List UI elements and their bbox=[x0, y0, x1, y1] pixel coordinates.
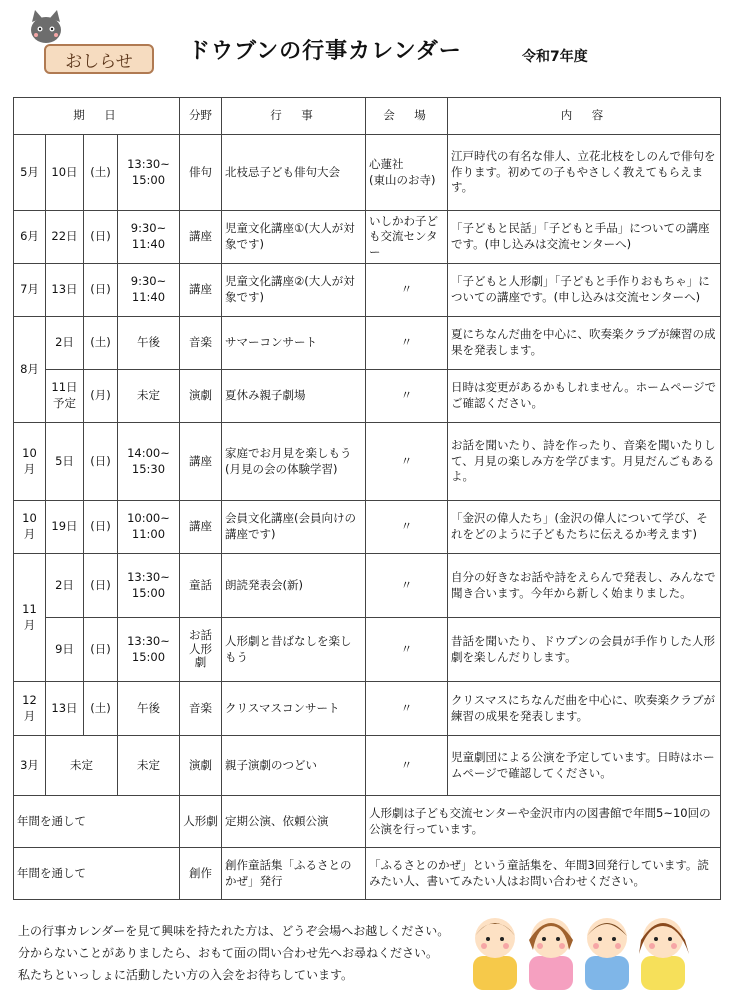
month-cell: 8月 bbox=[14, 317, 46, 423]
time-cell: 午後 bbox=[118, 317, 180, 370]
cat-icon bbox=[26, 8, 66, 46]
table-row bbox=[14, 618, 721, 682]
weekday-cell: (日) bbox=[84, 618, 118, 682]
table-row bbox=[14, 264, 721, 317]
weekday-cell: (日) bbox=[84, 211, 118, 264]
month-cell: 11月 bbox=[14, 554, 46, 682]
venue-cell: 〃 bbox=[366, 317, 448, 370]
field-cell: 音楽 bbox=[180, 682, 222, 736]
event-cell: サマーコンサート bbox=[222, 317, 366, 370]
table-row bbox=[14, 796, 721, 848]
day-cell: 19日 bbox=[46, 501, 84, 554]
content-cell: 「子どもと人形劇」「子どもと手作りおもちゃ」についての講座です。(申し込みは交流センターへ) bbox=[448, 264, 721, 317]
month-cell: 5月 bbox=[14, 135, 46, 211]
table-row bbox=[14, 554, 721, 618]
weekday-cell: (日) bbox=[84, 264, 118, 317]
table-row bbox=[14, 682, 721, 736]
weekday-cell: (土) bbox=[84, 135, 118, 211]
time-cell: 14:00~ 15:30 bbox=[118, 423, 180, 501]
venue-cell: 〃 bbox=[366, 423, 448, 501]
content-cell: 「金沢の偉人たち」(金沢の偉人について学び、それをどのように子どもたちに伝えるか考えます) bbox=[448, 501, 721, 554]
period-cell: 年間を通して bbox=[14, 848, 180, 900]
time-cell: 9:30~ 11:40 bbox=[118, 211, 180, 264]
event-cell: 親子演劇のつどい bbox=[222, 736, 366, 796]
venue-cell: 〃 bbox=[366, 618, 448, 682]
venue-cell: 心蓮社 (東山のお寺) bbox=[366, 135, 448, 211]
weekday-cell: (日) bbox=[84, 501, 118, 554]
day-cell: 未定 bbox=[46, 736, 118, 796]
time-cell: 9:30~ 11:40 bbox=[118, 264, 180, 317]
field-cell: 人形劇 bbox=[180, 796, 222, 848]
day-cell: 9日 bbox=[46, 618, 84, 682]
day-cell: 13日 bbox=[46, 682, 84, 736]
event-cell: 会員文化講座(会員向けの講座です) bbox=[222, 501, 366, 554]
month-cell: 10月 bbox=[14, 423, 46, 501]
header-content: 内 容 bbox=[448, 98, 721, 135]
event-cell: クリスマスコンサート bbox=[222, 682, 366, 736]
event-cell: 家庭でお月見を楽しもう (月見の会の体験学習) bbox=[222, 423, 366, 501]
time-cell: 午後 bbox=[118, 682, 180, 736]
day-cell: 10日 bbox=[46, 135, 84, 211]
field-cell: 演劇 bbox=[180, 370, 222, 423]
time-cell: 13:30~ 15:00 bbox=[118, 554, 180, 618]
venue-cell: 〃 bbox=[366, 264, 448, 317]
content-cell: 日時は変更があるかもしれません。ホームページでご確認ください。 bbox=[448, 370, 721, 423]
event-cell: 人形劇と昔ばなしを楽しもう bbox=[222, 618, 366, 682]
header-event: 行 事 bbox=[222, 98, 366, 135]
month-cell: 6月 bbox=[14, 211, 46, 264]
content-cell: 夏にちなんだ曲を中心に、吹奏楽クラブが練習の成果を発表します。 bbox=[448, 317, 721, 370]
event-cell: 児童文化講座①(大人が対象です) bbox=[222, 211, 366, 264]
event-cell: 定期公演、依頼公演 bbox=[222, 796, 366, 848]
event-cell: 創作童話集「ふるさとのかぜ」発行 bbox=[222, 848, 366, 900]
event-cell: 北枝忌子ども俳句大会 bbox=[222, 135, 366, 211]
footer-line: 分からないことがありましたら、おもて面の問い合わせ先へお尋ねください。 bbox=[18, 946, 439, 960]
day-cell: 22日 bbox=[46, 211, 84, 264]
day-cell: 2日 bbox=[46, 554, 84, 618]
header-venue: 会 場 bbox=[366, 98, 448, 135]
content-cell: 自分の好きなお話や詩をえらんで発表し、みんなで聞き合います。今年から新しく始まりました。 bbox=[448, 554, 721, 618]
content-cell: 児童劇団による公演を予定しています。日時はホームページで確認してください。 bbox=[448, 736, 721, 796]
time-cell: 10:00~ 11:00 bbox=[118, 501, 180, 554]
content-cell: 「子どもと民話」「子どもと手品」についての講座です。(申し込みは交流センターへ) bbox=[448, 211, 721, 264]
table-row bbox=[14, 501, 721, 554]
footer-notes bbox=[18, 920, 449, 986]
field-cell: 俳句 bbox=[180, 135, 222, 211]
field-cell: 音楽 bbox=[180, 317, 222, 370]
weekday-cell: (土) bbox=[84, 682, 118, 736]
day-cell: 13日 bbox=[46, 264, 84, 317]
day-cell: 2日 bbox=[46, 317, 84, 370]
header-date: 期 日 bbox=[14, 98, 180, 135]
month-cell: 12月 bbox=[14, 682, 46, 736]
page-title: ドウブンの行事カレンダー bbox=[188, 39, 462, 64]
footer-line: 上の行事カレンダーを見て興味を持たれた方は、どうぞ会場へお越しください。 bbox=[18, 924, 450, 938]
footer-line: 私たちといっしょに活動したい方の入会をお待ちしています。 bbox=[18, 968, 354, 982]
content-cell: 江戸時代の有名な俳人、立花北枝をしのんで俳句を作ります。初めての子もやさしく教えてもらえます。 bbox=[448, 135, 721, 211]
table-header-row bbox=[14, 98, 721, 135]
time-cell: 13:30~ 15:00 bbox=[118, 618, 180, 682]
weekday-cell: (日) bbox=[84, 423, 118, 501]
fiscal-year: 令和7年度 bbox=[522, 49, 588, 65]
content-cell: クリスマスにちなんだ曲を中心に、吹奏楽クラブが練習の成果を発表します。 bbox=[448, 682, 721, 736]
table-row bbox=[14, 211, 721, 264]
venue-cell: 〃 bbox=[366, 682, 448, 736]
field-cell: 講座 bbox=[180, 211, 222, 264]
content-cell: 昔話を聞いたり、ドウブンの会員が手作りした人形劇を楽しんだりします。 bbox=[448, 618, 721, 682]
weekday-cell: (月) bbox=[84, 370, 118, 423]
venue-cell: 〃 bbox=[366, 370, 448, 423]
table-row bbox=[14, 317, 721, 370]
children-illustration bbox=[465, 906, 705, 990]
period-cell: 年間を通して bbox=[14, 796, 180, 848]
table-row bbox=[14, 423, 721, 501]
notice-label: おしらせ bbox=[44, 44, 154, 74]
event-cell: 夏休み親子劇場 bbox=[222, 370, 366, 423]
time-cell: 13:30~ 15:00 bbox=[118, 135, 180, 211]
event-cell: 朗読発表会(新) bbox=[222, 554, 366, 618]
table-row bbox=[14, 370, 721, 423]
month-cell: 3月 bbox=[14, 736, 46, 796]
venue-cell: 〃 bbox=[366, 554, 448, 618]
field-cell: 童話 bbox=[180, 554, 222, 618]
table-row bbox=[14, 135, 721, 211]
event-cell: 児童文化講座②(大人が対象です) bbox=[222, 264, 366, 317]
content-cell: 人形劇は子ども交流センターや金沢市内の図書館で年間5~10回の公演を行っています。 bbox=[366, 796, 721, 848]
time-cell: 未定 bbox=[118, 736, 180, 796]
day-cell: 11日 予定 bbox=[46, 370, 84, 423]
weekday-cell: (日) bbox=[84, 554, 118, 618]
month-cell: 7月 bbox=[14, 264, 46, 317]
venue-cell: いしかわ子ども交流センター bbox=[366, 211, 448, 264]
field-cell: 講座 bbox=[180, 264, 222, 317]
table-row bbox=[14, 736, 721, 796]
venue-cell: 〃 bbox=[366, 501, 448, 554]
content-cell: お話を聞いたり、詩を作ったり、音楽を聞いたりして、月見の楽しみ方を学びます。月見だんごもあるよ。 bbox=[448, 423, 721, 501]
field-cell: 講座 bbox=[180, 423, 222, 501]
table-row bbox=[14, 848, 721, 900]
field-cell: 演劇 bbox=[180, 736, 222, 796]
field-cell: お話 人形 劇 bbox=[180, 618, 222, 682]
content-cell: 「ふるさとのかぜ」という童話集を、年間3回発行しています。読みたい人、書いてみたい人はお問い合わせください。 bbox=[366, 848, 721, 900]
venue-cell: 〃 bbox=[366, 736, 448, 796]
event-calendar-table bbox=[13, 97, 721, 900]
day-cell: 5日 bbox=[46, 423, 84, 501]
month-cell: 10月 bbox=[14, 501, 46, 554]
time-cell: 未定 bbox=[118, 370, 180, 423]
header-field: 分野 bbox=[180, 98, 222, 135]
field-cell: 講座 bbox=[180, 501, 222, 554]
field-cell: 創作 bbox=[180, 848, 222, 900]
weekday-cell: (土) bbox=[84, 317, 118, 370]
